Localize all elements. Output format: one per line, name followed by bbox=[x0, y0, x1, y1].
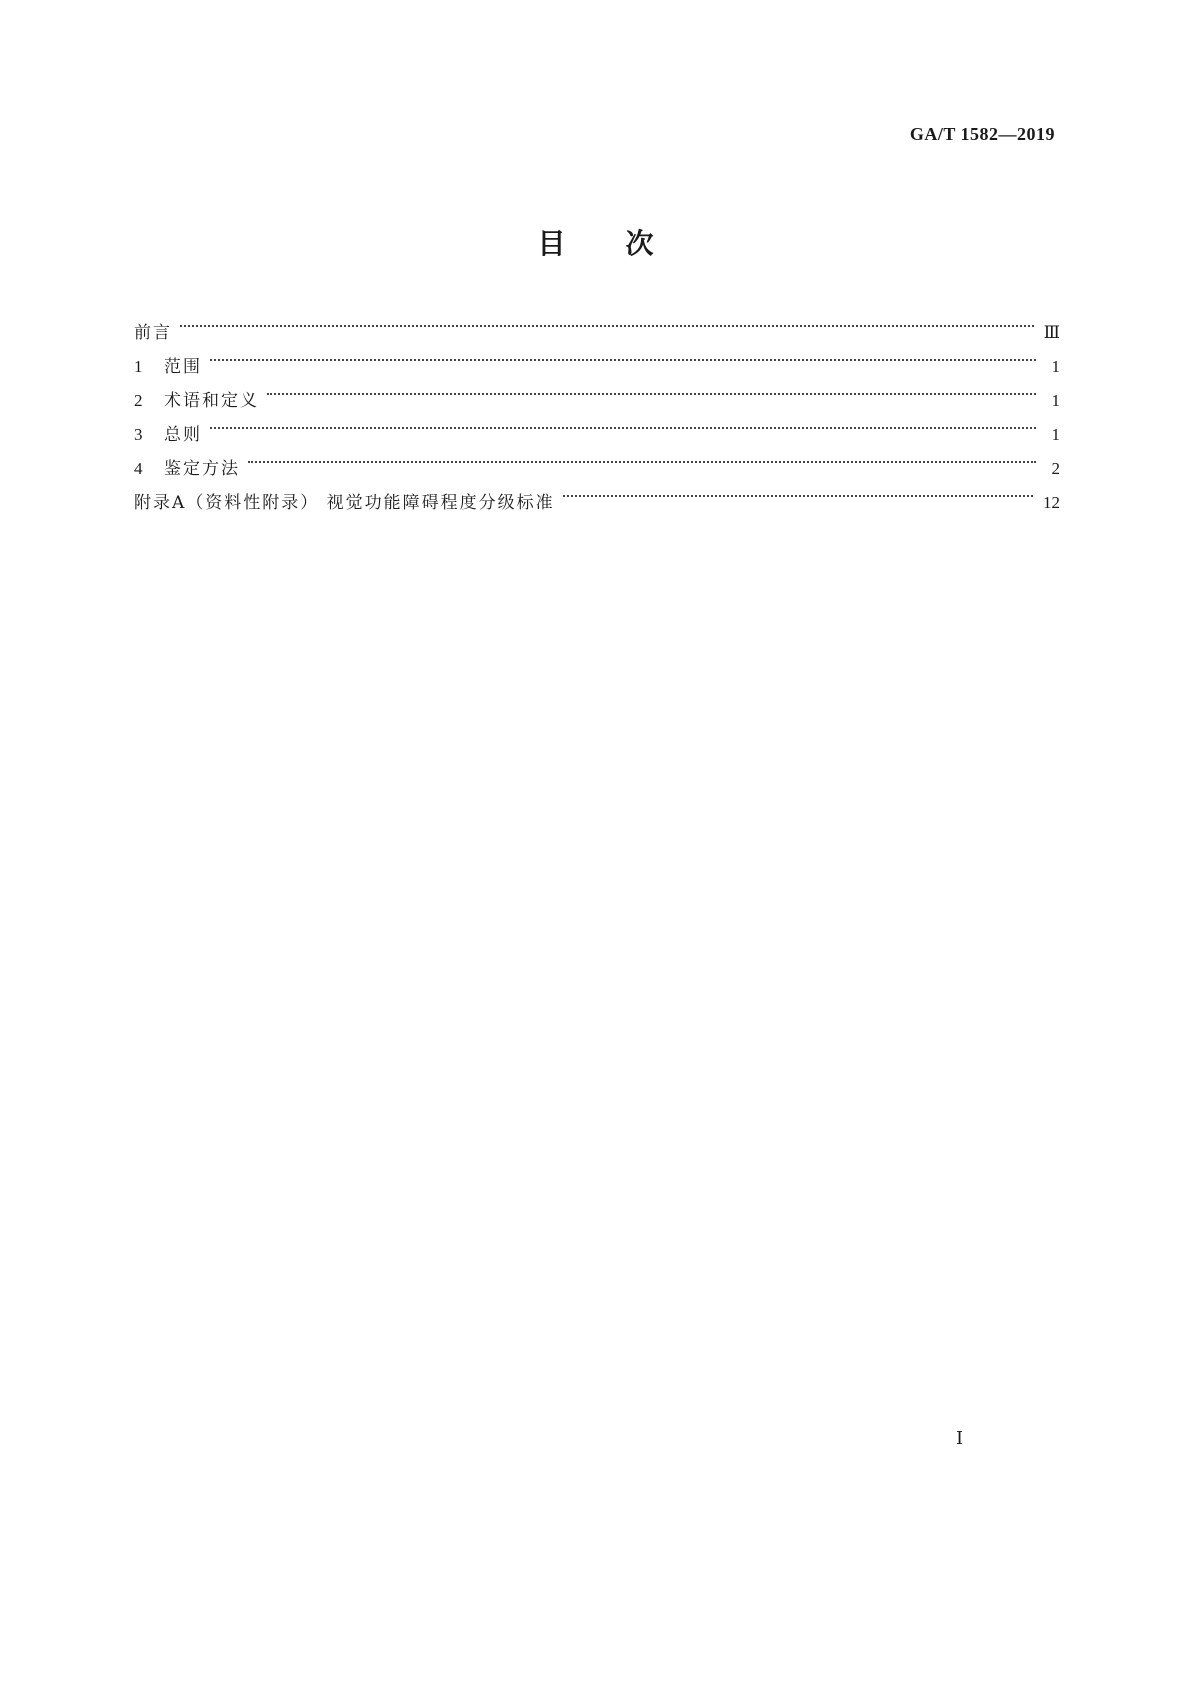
toc-entry-page: 1 bbox=[1051, 357, 1060, 376]
standard-code: GA/T 1582—2019 bbox=[909, 124, 1055, 144]
toc-entry-page: 12 bbox=[1043, 493, 1060, 512]
toc-entry-label: 范围 bbox=[164, 357, 202, 377]
toc-leader-dots bbox=[563, 474, 1033, 508]
toc-entry-number: 3 bbox=[134, 425, 143, 444]
toc-leader-dots bbox=[267, 372, 1036, 406]
toc-entry-general[interactable] bbox=[134, 406, 1060, 445]
toc-entry-label: 附录A（资料性附录） 视觉功能障碍程度分级标准 bbox=[134, 493, 555, 513]
toc-entry-label: 总则 bbox=[164, 425, 202, 445]
toc-entry-foreword[interactable] bbox=[134, 304, 1060, 343]
toc-entry-appendix-a[interactable] bbox=[134, 474, 1060, 513]
toc-entry-page: Ⅲ bbox=[1043, 323, 1060, 342]
toc-entry-page: 1 bbox=[1051, 391, 1060, 410]
table-of-contents bbox=[134, 304, 1060, 513]
toc-entry-number: 4 bbox=[134, 459, 143, 478]
toc-entry-label: 术语和定义 bbox=[164, 391, 259, 411]
toc-entry-scope[interactable] bbox=[134, 338, 1060, 377]
toc-entry-label: 前言 bbox=[134, 323, 172, 343]
toc-leader-dots bbox=[248, 440, 1036, 474]
toc-entry-methods[interactable] bbox=[134, 440, 1060, 479]
toc-leader-dots bbox=[210, 338, 1036, 372]
toc-entry-page: 2 bbox=[1051, 459, 1060, 478]
toc-entry-number: 1 bbox=[134, 357, 143, 376]
page-title: 目次 bbox=[537, 227, 714, 260]
toc-entry-page: 1 bbox=[1051, 425, 1060, 444]
toc-leader-dots bbox=[210, 406, 1036, 440]
toc-leader-dots bbox=[180, 304, 1034, 338]
toc-entry-number: 2 bbox=[134, 391, 143, 410]
toc-entry-terms[interactable] bbox=[134, 372, 1060, 411]
page-number: Ⅰ bbox=[956, 1428, 964, 1448]
toc-entry-label: 鉴定方法 bbox=[164, 459, 240, 479]
